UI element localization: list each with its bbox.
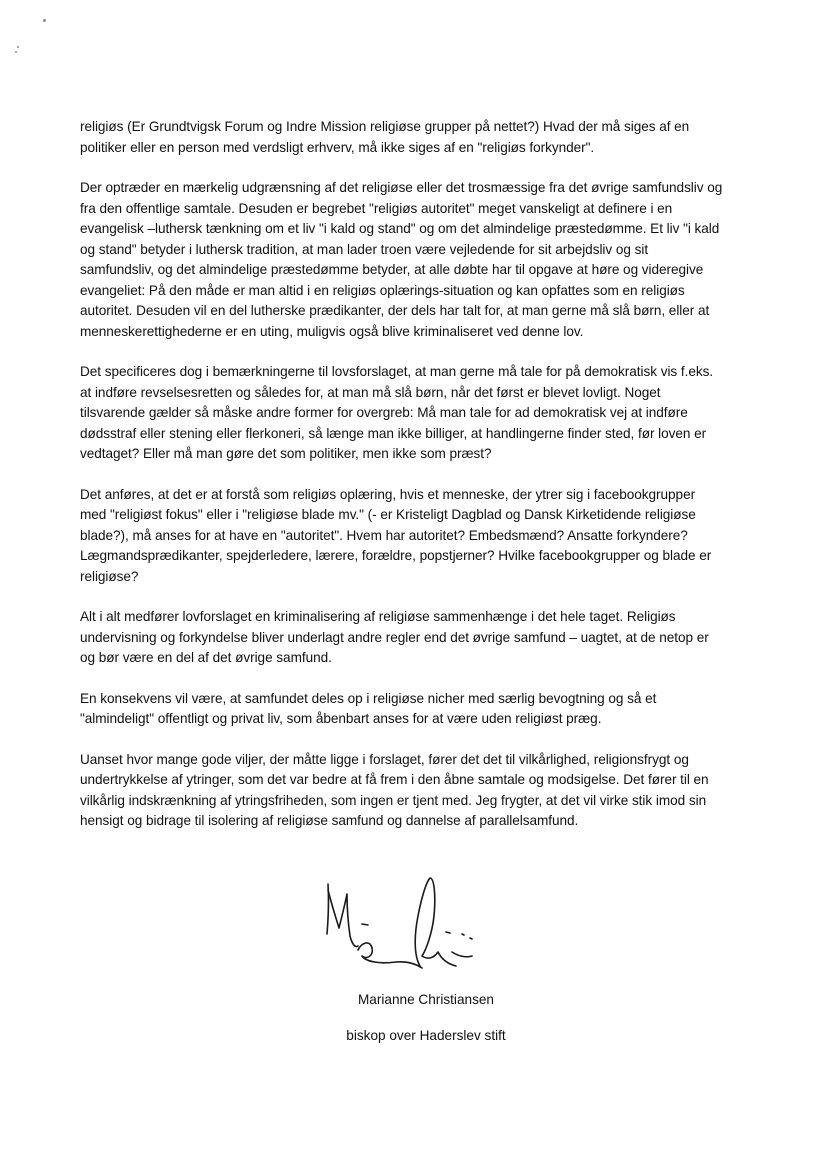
- text-line: Der optræder en mærkelig udgrænsning af det religiøse eller det trosmæssige fra det øvrige samfundsliv og: [80, 180, 723, 195]
- text-line: evangeliet: På den måde er man altid i en religiøs oplærings-situation og kan opfattes som en religiøs: [80, 282, 685, 298]
- text-line: undervisning og forkyndelse bliver underlagt andre regler end det øvrige samfund – uagtet, at de netop er: [80, 629, 709, 645]
- text-line: vilkårlig indskrænkning af ytringsfriheden, som ingen er tjent med. Jeg frygter, at det vil virke stik imod sin: [80, 792, 707, 808]
- text-line: autoritet. Desuden vil en del lutherske prædikanter, der dels har talt for, at man gerne må slå børn, eller at: [80, 303, 710, 318]
- text-line: samfundsliv, og det almindelige præstedømme betyder, at alle døbte har til opgave at høre og videregive: [80, 262, 704, 277]
- text-line: religiøs (Er Grundtvigsk Forum og Indre Mission religiøse grupper på nettet?) Hvad der må siges af en: [80, 119, 690, 134]
- text-line: og stand" betyder i luthersk tradition, at man lader troen være vejledende for sit arbejdsliv og sit: [80, 241, 649, 257]
- text-line: fra den offentlige samtale. Desuden er begrebet "religiøs autoritet" meget vanskeligt at definere i en: [80, 200, 673, 216]
- text-line: Uanset hvor mange gode viljer, der måtte ligge i forslaget, fører det det til vilkårlighed, religionsfrygt og: [80, 751, 689, 767]
- paragraph: [80, 117, 752, 158]
- signatory-title: biskop over Haderslev stift: [346, 1028, 506, 1043]
- text-line: dødsstraf eller stening eller flerkoneri, så længe man ikke billiger, at handlingerne finder sted, før loven er: [80, 425, 707, 441]
- paragraph: [80, 750, 752, 832]
- text-line: tilsvarende gælder så måske andre former for overgreb: Må man tale for ad demokratisk vej at indføre: [80, 405, 688, 420]
- text-line: blade?), må anses for at have en "autoritet". Hvem har autoritet? Embedsmænd? Ansatte forkyndere?: [80, 527, 688, 543]
- scan-speck: [15, 51, 17, 53]
- text-line: evangelisk –luthersk tænkning om et liv "i kald og stand" og om det almindelige præstedømme. Et liv "i kald: [80, 221, 720, 236]
- handwritten-signature: [322, 872, 502, 972]
- text-line: hensigt og bidrage til isolering af religiøse samfund og dannelse af parallelsamfund.: [80, 813, 579, 828]
- paragraph: [80, 178, 752, 342]
- text-line: Alt i alt medfører lovforslaget en kriminalisering af religiøse sammenhænge i det hele taget. Religiøs: [80, 609, 676, 624]
- letter-body: [80, 117, 752, 852]
- text-line: Det anføres, at det er at forstå som religiøs oplæring, hvis et menneske, der ytrer sig i facebookgrupper: [80, 486, 696, 502]
- scan-speck: [43, 19, 46, 22]
- paragraph: [80, 362, 752, 465]
- text-line: undertrykkelse af ytringer, som det var bedre at få frem i den åbne samtale og modsigelse. Det fører til en: [80, 772, 709, 787]
- text-line: politiker eller en person med verdsligt erhverv, må ikke siges af en "religiøs forkynder".: [80, 139, 595, 155]
- paragraph: [80, 485, 752, 588]
- text-line: religiøse?: [80, 568, 139, 584]
- text-line: at indføre revselsesretten og således for, at man må slå børn, når det først er blevet lovligt. Noget: [80, 384, 661, 400]
- text-line: vedtaget? Eller må man gøre det som politiker, men ikke som præst?: [80, 446, 492, 461]
- text-line: Det specificeres dog i bemærkningerne til lovsforslaget, at man gerne må tale for på demokratisk vis f.eks.: [80, 364, 714, 379]
- text-line: med "religiøst fokus" eller i "religiøse blade mv." (- er Kristeligt Dagblad og Dansk Kirketidende religiøse: [80, 507, 696, 522]
- text-line: menneskerettighederne er en uting, muligvis også blive kriminaliseret ved denne lov.: [80, 323, 584, 339]
- text-line: Lægmandsprædikanter, spejderledere, lærere, forældre, popstjerner? Hvilke facebookgrupper og blade er: [80, 548, 712, 563]
- paragraph: [80, 689, 752, 730]
- text-line: og bør være en del af det øvrige samfund.: [80, 650, 332, 665]
- text-line: En konsekvens vil være, at samfundet deles op i religiøse nicher med særlig bevogtning og så et: [80, 690, 657, 706]
- scan-speck: [17, 46, 19, 48]
- paragraph: [80, 607, 752, 669]
- signatory-name: Marianne Christiansen: [357, 992, 494, 1007]
- text-line: "almindeligt" offentligt og privat liv, som åbenbart anses for at være uden religiøst præg.: [80, 711, 602, 726]
